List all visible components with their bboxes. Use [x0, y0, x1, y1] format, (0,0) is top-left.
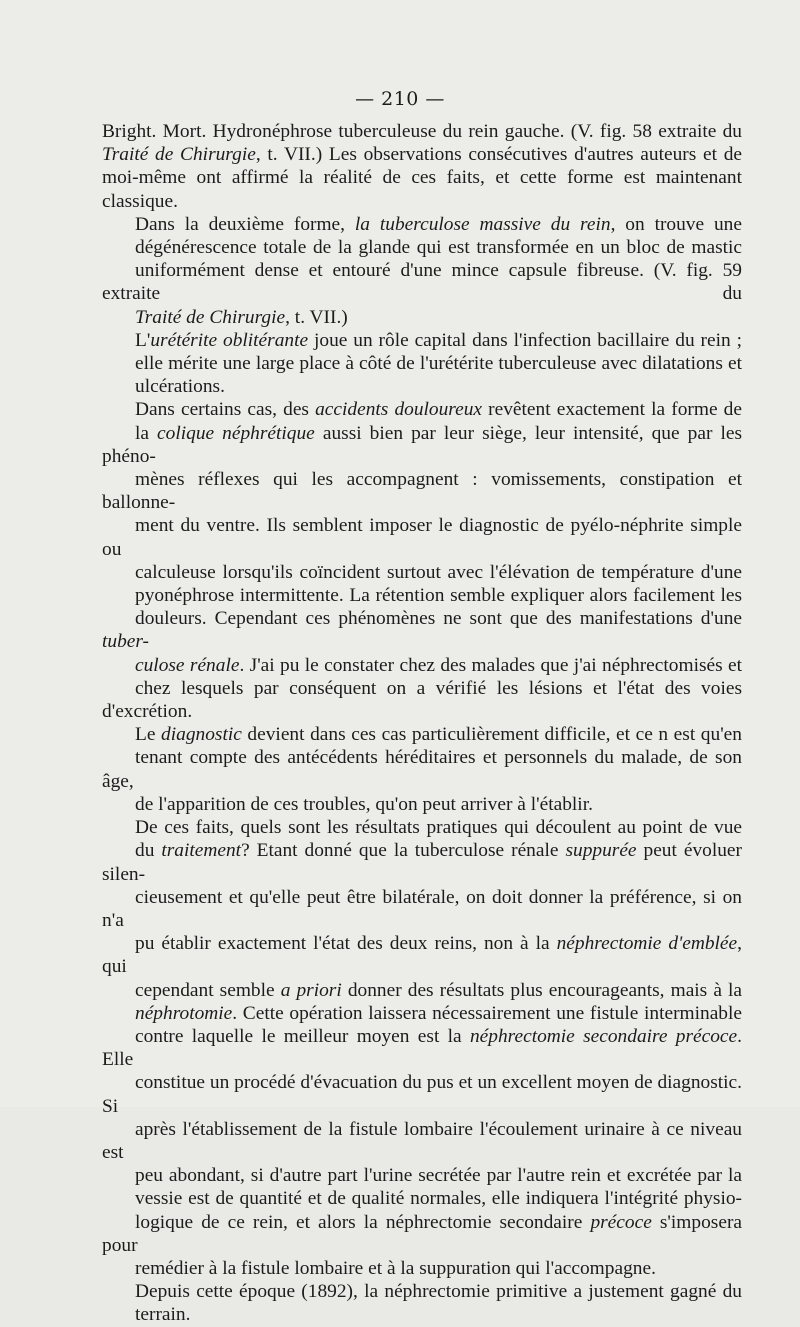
- text-line: [102, 1118, 742, 1164]
- text-run: . J'ai pu le constater chez des malades que j'ai néphrectomisés et: [239, 654, 743, 676]
- text-line: [102, 1071, 742, 1117]
- text-run: Le: [135, 724, 162, 746]
- text-line: [102, 259, 742, 305]
- text-run: , qui: [102, 933, 742, 978]
- paragraph: [102, 398, 742, 816]
- italic-text: diagnostic: [161, 724, 242, 746]
- italic-text: néphrotomie: [135, 1002, 233, 1024]
- text-line: [102, 886, 742, 932]
- text-line: [102, 677, 742, 723]
- italic-text: a priori: [280, 979, 342, 1001]
- text-run: revêtent exactement la forme de: [482, 399, 742, 421]
- text-run: , t. VII.) Les observations consécutives d'autres auteurs et de: [255, 144, 742, 166]
- paragraph: [102, 816, 742, 1280]
- italic-text: culose rénale: [135, 654, 240, 676]
- text-run: contre laquelle le meilleur moyen est la: [135, 1025, 470, 1047]
- text-run: , on trouve une: [610, 213, 742, 235]
- text-run: terrain.: [135, 1304, 191, 1326]
- text-line: [102, 839, 742, 885]
- text-line: [102, 120, 742, 143]
- text-line: [102, 1002, 742, 1025]
- text-run: calculeuse lorsqu'ils coïncident surtout avec l'élévation de température d'une: [135, 561, 742, 583]
- italic-text: précoce: [590, 1211, 652, 1233]
- text-line: [102, 213, 742, 236]
- text-line: [102, 422, 742, 468]
- text-run: chez lesquels par conséquent on a vérifié les lésions et l'état des voies d'excrétion.: [102, 677, 742, 723]
- text-line: [102, 306, 742, 329]
- text-run: joue un rôle capital dans l'infection bacillaire du rein ;: [308, 329, 742, 351]
- text-run: devient dans ces cas particulièrement difficile, et ce n est qu'en: [241, 724, 742, 746]
- text-line: [102, 723, 742, 746]
- text-line: [102, 514, 742, 560]
- paragraph: [102, 120, 742, 213]
- text-run: peut évoluer silen-: [102, 840, 742, 885]
- text-line: [102, 1164, 742, 1187]
- italic-text: colique néphrétique: [157, 422, 315, 444]
- text-run: Dans certains cas, des: [135, 399, 316, 421]
- text-run: . Elle: [102, 1025, 742, 1071]
- text-line: [102, 1303, 742, 1326]
- text-line: [102, 607, 742, 653]
- text-line: [102, 468, 742, 514]
- text-run: moi-même ont affirmé la réalité de ces faits, et cette forme est maintenant classique.: [102, 167, 742, 212]
- paragraph: [102, 213, 742, 329]
- italic-text: traitement: [161, 840, 242, 862]
- text-line: [102, 1280, 742, 1303]
- text-run: de l'apparition de ces troubles, qu'on peut arriver à l'établir.: [135, 793, 593, 815]
- text-line: [102, 329, 742, 352]
- text-run: elle mérite une large place à côté de l'urétérite tuberculeuse avec dilatations et: [135, 353, 742, 375]
- text-run: douleurs. Cependant ces phénomènes ne sont que des manifestations d'une: [135, 608, 742, 630]
- text-run: ? Etant donné que la tuberculose rénale: [241, 840, 566, 862]
- text-line: [102, 166, 742, 212]
- text-line: [102, 816, 742, 839]
- italic-text: suppurée: [565, 840, 637, 862]
- body-text: [102, 120, 742, 1327]
- text-run: ulcérations.: [135, 376, 225, 398]
- text-run: la: [135, 422, 158, 444]
- italic-text: urétérite oblitérante: [150, 329, 309, 351]
- text-run: Depuis cette époque (1892), la néphrectomie primitive a justement gagné du: [135, 1281, 742, 1303]
- italic-text: Traité de Chirurgie: [102, 144, 256, 166]
- italic-text: néphrectomie d'emblée: [556, 933, 738, 955]
- text-line: [102, 584, 742, 607]
- text-run: après l'établissement de la fistule lombaire l'écoulement urinaire à ce niveau est: [102, 1118, 742, 1163]
- text-run: aussi bien par leur siège, leur intensité, que par les phéno-: [102, 422, 743, 467]
- text-line: [102, 143, 742, 166]
- text-run: pyonéphrose intermittente. La rétention semble expliquer alors facilement les: [135, 585, 742, 607]
- text-line: [102, 793, 742, 816]
- text-run: tenant compte des antécédents héréditaires et personnels du malade, de son âge,: [102, 747, 742, 792]
- text-line: [102, 932, 742, 978]
- text-line: [102, 1257, 742, 1280]
- text-line: [102, 236, 742, 259]
- text-run: De ces faits, quels sont les résultats pratiques qui découlent au point de vue: [135, 817, 742, 839]
- text-run: mènes réflexes qui les accompagnent : vomissements, constipation et ballonne-: [102, 469, 742, 514]
- text-run: cependant semble: [135, 979, 281, 1001]
- text-line: [102, 398, 742, 421]
- text-run: peu abondant, si d'autre part l'urine secrétée par l'autre rein et excrétée par la: [135, 1165, 742, 1187]
- text-run: . Cette opération laissera nécessairement une fistule interminable: [232, 1002, 742, 1024]
- italic-text: accidents douloureux: [315, 399, 483, 421]
- text-line: [102, 1211, 742, 1257]
- text-run: vessie est de quantité et de qualité normales, elle indiquera l'intégrité physio-: [135, 1188, 742, 1210]
- text-line: [102, 1025, 742, 1071]
- text-line: [102, 561, 742, 584]
- text-run: pu établir exactement l'état des deux reins, non à la: [135, 933, 557, 955]
- text-line: [102, 654, 742, 677]
- text-run: dégénérescence totale de la glande qui est transformée en un bloc de mastic: [135, 237, 742, 259]
- text-run: , t. VII.): [285, 306, 348, 328]
- text-line: [102, 1187, 742, 1210]
- text-run: donner des résultats plus encourageants, mais à la: [341, 979, 742, 1001]
- text-line: [102, 746, 742, 792]
- text-run: logique de ce rein, et alors la néphrectomie secondaire: [135, 1211, 591, 1233]
- text-run: Bright. Mort. Hydronéphrose tuberculeuse du rein gauche. (V. fig. 58 extraite du: [102, 121, 742, 142]
- text-run: uniformément dense et entouré d'une mince capsule fibreuse. (V. fig. 59 extraite du: [102, 260, 742, 305]
- text-run: constitue un procédé d'évacuation du pus et un excellent moyen de diagnostic. Si: [102, 1072, 742, 1117]
- text-run: remédier à la fistule lombaire et à la suppuration qui l'accompagne.: [135, 1257, 656, 1279]
- paragraph: [102, 329, 742, 399]
- text-line: [102, 375, 742, 398]
- italic-text: tuber-: [102, 631, 149, 653]
- text-line: [102, 979, 742, 1002]
- italic-text: Traité de Chirurgie: [135, 306, 286, 328]
- text-run: s'imposera pour: [102, 1211, 743, 1256]
- text-run: Dans la deuxième forme,: [135, 213, 355, 235]
- text-run: du: [135, 840, 162, 862]
- text-run: ment du ventre. Ils semblent imposer le diagnostic de pyélo-néphrite simple ou: [102, 515, 742, 560]
- text-run: cieusement et qu'elle peut être bilatérale, on doit donner la préférence, si on n'a: [102, 886, 742, 931]
- italic-text: la tuberculose massive du rein: [354, 213, 611, 235]
- paragraph: [102, 1280, 742, 1326]
- text-run: L': [135, 329, 151, 351]
- italic-text: néphrectomie secondaire précoce: [469, 1025, 738, 1047]
- text-line: [102, 352, 742, 375]
- page-number: — 210 —: [355, 88, 445, 110]
